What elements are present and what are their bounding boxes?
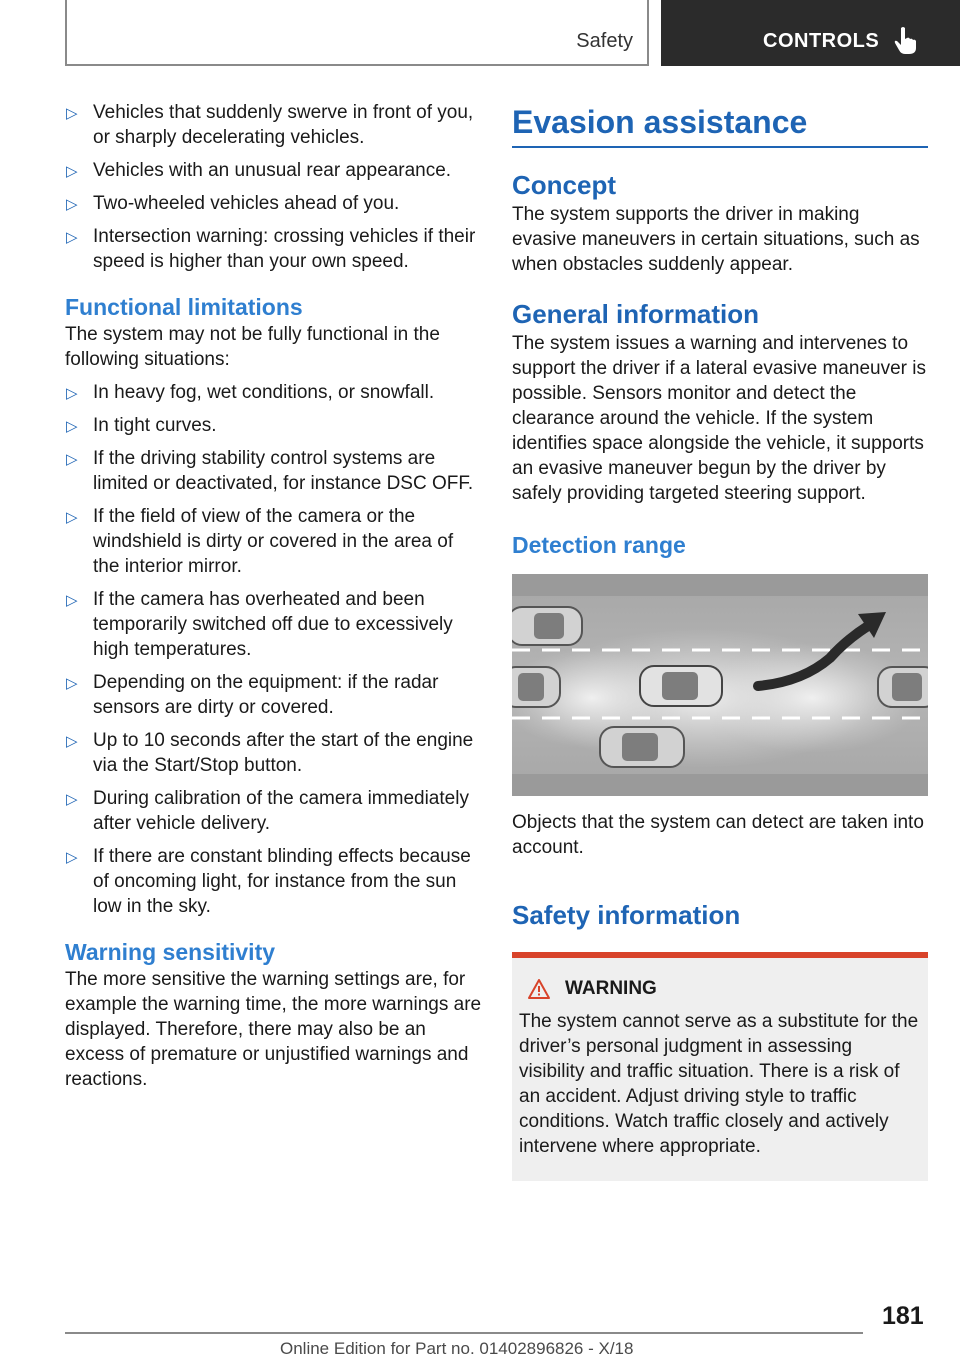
triangle-bullet-icon: ▷ <box>66 196 78 213</box>
car-mid-left <box>512 667 560 707</box>
triangle-bullet-icon: ▷ <box>66 592 78 609</box>
page-title: Evasion assistance <box>512 100 928 148</box>
triangle-bullet-icon: ▷ <box>66 105 78 122</box>
list-item: ▷ In heavy fog, wet conditions, or snowfall. <box>65 380 483 405</box>
list-item: ▷ If the field of view of the camera or the windshield is dirty or covered in the area of the interior mirror. <box>66 506 454 577</box>
page-number: 181 <box>882 1302 924 1330</box>
vehicle-list <box>65 100 483 274</box>
limitations-list <box>65 380 483 919</box>
list-item: ▷ Depending on the equipment: if the radar sensors are dirty or covered. <box>66 672 439 718</box>
car-top-left <box>512 607 582 645</box>
list-item: ▷ During calibration of the camera immediately after vehicle delivery. <box>66 788 469 834</box>
list-item: ▷ If the camera has overheated and been temporarily switched off due to excessively high temperatures. <box>66 589 453 660</box>
triangle-bullet-icon: ▷ <box>66 675 78 692</box>
warning-label: WARNING <box>565 978 657 999</box>
concept-text: The system supports the driver in making evasive maneuvers in certain situations, such as when obstacles suddenly appear. <box>512 204 920 275</box>
warning-title <box>519 978 922 1000</box>
list-item: ▷ Intersection warning: crossing vehicles if their speed is higher than your own speed. <box>66 226 476 272</box>
car-bottom <box>600 727 684 767</box>
triangle-bullet-icon: ▷ <box>66 418 78 435</box>
triangle-bullet-icon: ▷ <box>66 849 78 866</box>
concept-heading: Concept <box>512 170 616 200</box>
list-item: ▷ Vehicles with an unusual rear appearance. <box>65 158 483 183</box>
warning-sensitivity-heading: Warning sensitivity <box>65 939 276 965</box>
triangle-bullet-icon: ▷ <box>66 791 78 808</box>
triangle-bullet-icon: ▷ <box>66 509 78 526</box>
warning-text: The system cannot serve as a substitute for the driver’s personal judgment in assessing visibility and traffic situation. There is a risk of an accident. Adjust driving style to traffic conditions. Watch traffic closely and actively intervene where appropriate. <box>519 1011 919 1157</box>
safety-information-heading: Safety information <box>512 900 741 930</box>
header-chapter-tab[interactable] <box>661 0 960 66</box>
list-item: ▷ If the driving stability control systems are limited or deactivated, for instance DSC OFF. <box>66 448 474 494</box>
triangle-bullet-icon: ▷ <box>66 733 78 750</box>
triangle-bullet-icon: ▷ <box>66 451 78 468</box>
footer-edition: Online Edition for Part no. 01402896826 - X/18 <box>280 1339 634 1358</box>
triangle-bullet-icon: ▷ <box>66 163 78 180</box>
warning-triangle-icon <box>527 978 551 1000</box>
list-item: ▷ If there are constant blinding effects because of oncoming light, for instance from the sun low in the sky. <box>66 846 471 917</box>
triangle-bullet-icon: ▷ <box>66 229 78 246</box>
list-item: ▷ Two-wheeled vehicles ahead of you. <box>65 191 483 216</box>
car-own-vehicle <box>640 666 722 706</box>
general-information-heading: General information <box>512 299 760 329</box>
car-mid-right <box>878 667 928 707</box>
triangle-bullet-icon: ▷ <box>66 385 78 402</box>
detection-range-illustration <box>512 574 928 796</box>
header-section-label: Safety <box>576 30 633 52</box>
header-section-box <box>65 0 649 66</box>
header-chapter-label: CONTROLS <box>763 30 880 52</box>
functional-limitations-intro: The system may not be fully functional in the following situations: <box>65 324 440 370</box>
list-item: ▷ Vehicles that suddenly swerve in front of you, or sharply decelerating vehicles. <box>66 102 474 148</box>
functional-limitations-heading: Functional limitations <box>65 294 303 320</box>
detection-range-heading: Detection range <box>512 532 686 558</box>
footer-divider <box>65 1332 863 1334</box>
right-column <box>512 100 928 1181</box>
list-item: ▷ In tight curves. <box>65 413 483 438</box>
hand-pointer-icon <box>893 26 919 56</box>
warning-box <box>512 952 928 1181</box>
detection-range-caption: Objects that the system can detect are taken into account. <box>512 812 924 858</box>
general-information-text: The system issues a warning and intervenes to support the driver if a lateral evasive maneuver is possible. Sensors monitor and detect the clearance around the vehicle. If the system identifies space alongside the vehicle, it supports an evasive maneuver begun by the driver by safely providing targeted steering support. <box>512 333 926 504</box>
warning-sensitivity-text: The more sensitive the warning settings are, for example the warning time, the more warnings are displayed. Therefore, there may also be an excess of premature or unjustified warnings and reactions. <box>65 969 482 1090</box>
left-column <box>65 100 483 1092</box>
list-item: ▷ Up to 10 seconds after the start of the engine via the Start/Stop button. <box>66 730 474 776</box>
